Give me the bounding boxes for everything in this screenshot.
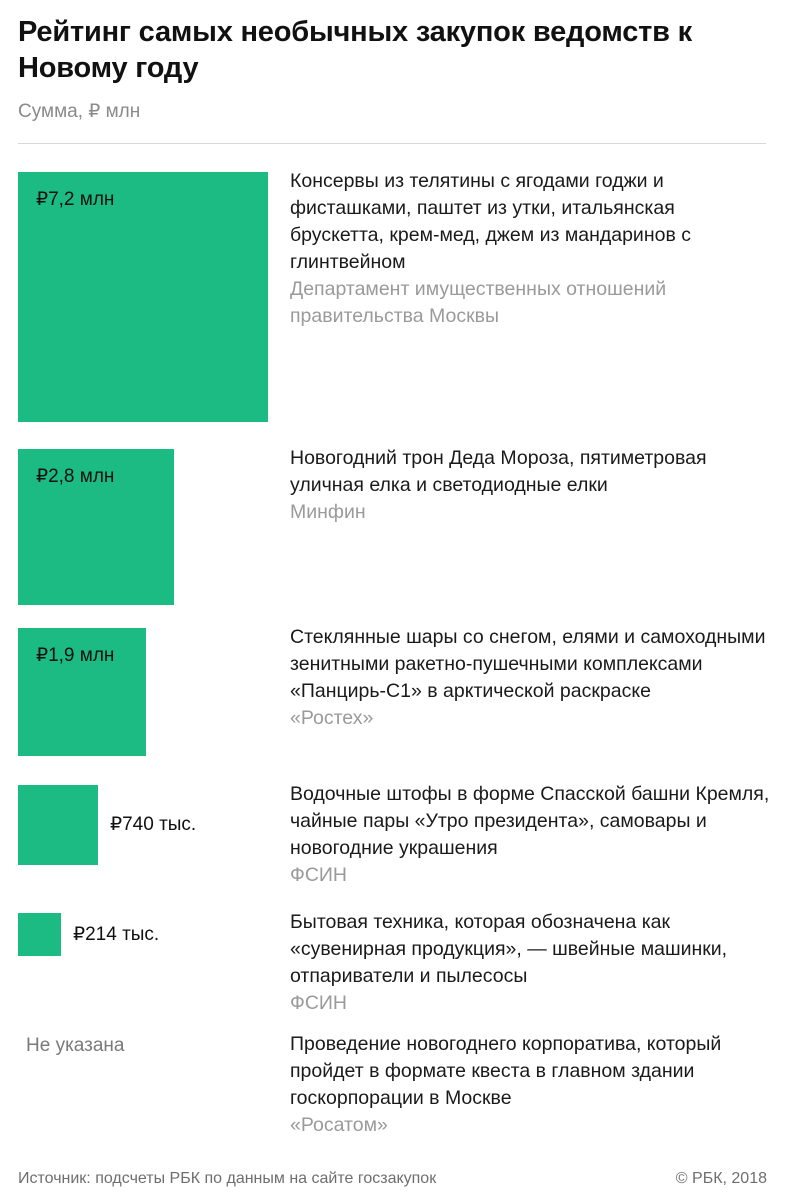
item-description-text: Водочные штофы в форме Спасской башни Кремля, чайные пары «Утро президента», самовары и новогодние украшения xyxy=(290,783,770,859)
item-department: «Ростех» xyxy=(290,707,374,729)
item-description xyxy=(290,445,770,526)
copyright: © РБК, 2018 xyxy=(675,1170,767,1187)
item-description-text: Проведение новогоднего корпоратива, который пройдет в формате квеста в главном здании госкорпорации в Москве xyxy=(290,1033,722,1109)
item-department: Минфин xyxy=(290,501,366,523)
value-label: ₽2,8 млн xyxy=(36,466,115,487)
value-label: Не указана xyxy=(26,1035,125,1056)
value-label: ₽1,9 млн xyxy=(36,645,115,666)
header-divider xyxy=(18,143,766,144)
value-label: ₽740 тыс. xyxy=(110,814,197,835)
value-label: ₽7,2 млн xyxy=(36,189,115,210)
item-description-text: Бытовая техника, которая обозначена как «сувенирная продукция», — швейные машинки, отпариватели и пылесосы xyxy=(290,911,728,987)
value-label: ₽214 тыс. xyxy=(73,923,160,945)
item-description xyxy=(290,781,770,889)
value-square xyxy=(18,785,98,865)
chart-title: Рейтинг самых необычных закупок ведомств к Новому году xyxy=(18,16,692,84)
item-description-text: Консервы из телятины с ягодами годжи и фисташками, паштет из утки, итальянская брускетта, крем-мед, джем из мандаринов с глинтвейном xyxy=(290,170,691,273)
value-square xyxy=(18,913,61,956)
item-description-text: Новогодний трон Деда Мороза, пятиметровая уличная елка и светодиодные елки xyxy=(290,447,707,496)
item-department: Департамент имущественных отношений правительства Москвы xyxy=(290,278,667,327)
chart-subtitle: Сумма, ₽ млн xyxy=(18,101,141,122)
item-department: ФСИН xyxy=(290,864,348,886)
item-description xyxy=(290,909,770,1017)
source-note: Источник: подсчеты РБК по данным на сайте госзакупок xyxy=(18,1170,437,1187)
item-description xyxy=(290,168,770,330)
item-description xyxy=(290,624,770,732)
item-description xyxy=(290,1031,770,1139)
item-department: «Росатом» xyxy=(290,1114,388,1136)
item-description-text: Стеклянные шары со снегом, елями и самоходными зенитными ракетно-пушечными комплексами «Панцирь-С1» в арктической раскраске xyxy=(290,626,766,702)
item-department: ФСИН xyxy=(290,992,348,1014)
